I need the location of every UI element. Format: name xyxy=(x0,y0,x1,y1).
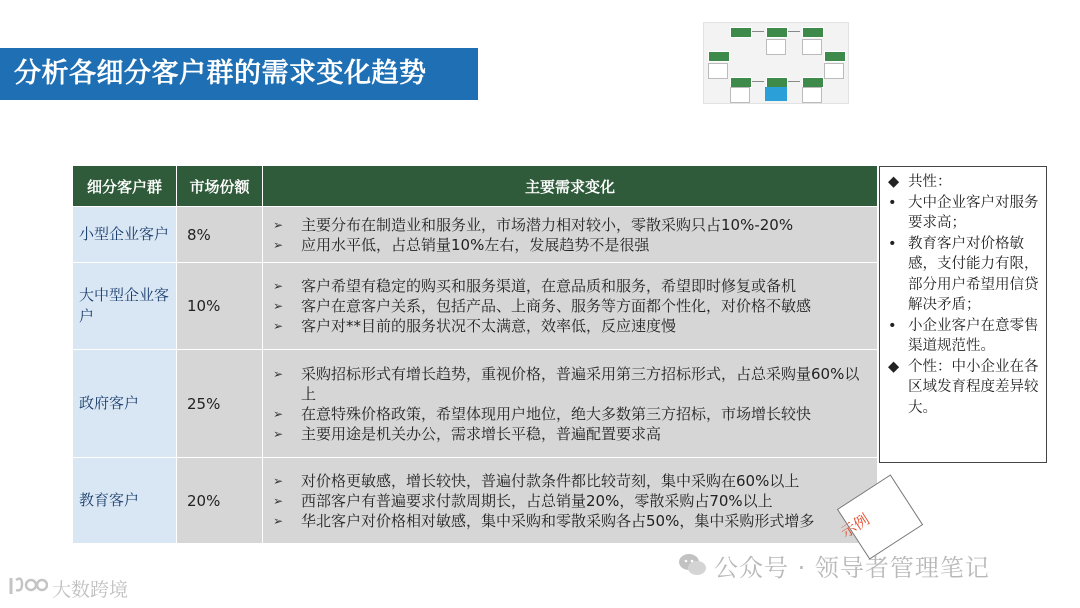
watermark-account-text: 公众号 · 领导者管理笔记 xyxy=(714,553,990,582)
summary-line xyxy=(888,316,1040,357)
segment-cell: 大中型企业客户 xyxy=(73,263,177,350)
table-row xyxy=(73,263,878,350)
arrowhead-bullet-icon: ➢ xyxy=(273,299,284,313)
need-text: 主要分布在制造业和服务业，市场潜力相对较小，零散采购只占10%-20% xyxy=(301,215,794,234)
header-segment: 细分客户群 xyxy=(73,166,177,207)
needs-cell xyxy=(263,207,878,263)
thumb-card xyxy=(766,39,786,55)
arrowhead-bullet-icon: ➢ xyxy=(273,513,284,528)
table-header-row xyxy=(73,166,878,207)
thumb-card xyxy=(708,63,728,79)
segment-cell: 小型企业客户 xyxy=(73,207,177,263)
segment-cell: 教育客户 xyxy=(73,458,177,544)
arrowhead-bullet-icon: ➢ xyxy=(273,493,284,508)
thumb-connector xyxy=(788,81,800,82)
dot-bullet-icon: • xyxy=(888,194,897,211)
thumb-connector xyxy=(752,81,764,82)
need-item xyxy=(271,296,873,316)
thumb-connector xyxy=(752,31,764,32)
summary-line xyxy=(888,234,1040,316)
needs-cell xyxy=(263,458,878,544)
need-text: 采购招标形式有增长趋势，重视价格，普遍采用第三方招标形式，占总采购量60%以上 xyxy=(301,364,860,403)
need-item xyxy=(271,364,873,404)
need-item xyxy=(271,424,873,444)
thumb-node xyxy=(730,27,752,38)
need-text: 主要用途是机关办公，需求增长平稳，普遍配置要求高 xyxy=(301,424,662,443)
need-text: 西部客户有普遍要求付款周期长，占总销量20%，零散采购占70%以上 xyxy=(301,491,773,510)
share-cell: 20% xyxy=(177,458,263,544)
wechat-icon xyxy=(678,552,708,578)
process-thumbnail xyxy=(703,22,849,104)
arrowhead-bullet-icon: ➢ xyxy=(273,426,284,441)
need-text: 客户在意客户关系，包括产品、上商务、服务等方面都个性化，对价格不敏感 xyxy=(301,297,812,315)
need-text: 客户对**目前的服务状况不太满意，效率低，反应速度慢 xyxy=(301,317,677,335)
thumb-card xyxy=(802,87,822,103)
arrowhead-bullet-icon: ➢ xyxy=(273,237,284,252)
thumb-node xyxy=(708,51,730,62)
needs-cell xyxy=(263,350,878,458)
thumb-node xyxy=(766,27,788,38)
need-item xyxy=(271,316,873,336)
watermark-account xyxy=(678,549,990,581)
need-item xyxy=(271,471,873,491)
need-item xyxy=(271,491,873,511)
need-item xyxy=(271,215,873,235)
arrowhead-bullet-icon: ➢ xyxy=(273,279,284,293)
header-needs: 主要需求变化 xyxy=(263,166,878,207)
arrowhead-bullet-icon: ➢ xyxy=(273,217,284,232)
share-cell: 10% xyxy=(177,263,263,350)
watermark-brand xyxy=(8,572,128,604)
share-cell: 25% xyxy=(177,350,263,458)
segment-cell: 政府客户 xyxy=(73,350,177,458)
need-text: 华北客户对价格相对敏感，集中采购和零散采购各占50%，集中采购形式增多 xyxy=(301,511,815,530)
diamond-bullet-icon: ◆ xyxy=(888,174,900,190)
example-stamp-label: 示例 xyxy=(837,510,873,542)
need-text: 对价格更敏感，增长较快，普遍付款条件都比较苛刻，集中采购在60%以上 xyxy=(301,471,800,490)
need-item xyxy=(271,511,873,531)
need-text: 客户希望有稳定的购买和服务渠道，在意品质和服务，希望即时修复或备机 xyxy=(301,277,797,295)
summary-line xyxy=(888,193,1040,234)
need-text: 在意特殊价格政策，希望体现用户地位，绝大多数第三方招标，市场增长较快 xyxy=(301,404,812,423)
dot-bullet-icon: • xyxy=(888,235,897,252)
arrowhead-bullet-icon: ➢ xyxy=(273,406,284,421)
arrowhead-bullet-icon: ➢ xyxy=(273,319,284,333)
thumb-node xyxy=(802,27,824,38)
page-title: 分析各细分客户群的需求变化趋势 xyxy=(14,58,427,89)
brand-logo-icon xyxy=(8,574,48,603)
segment-table xyxy=(72,165,878,544)
summary-line xyxy=(888,357,1040,419)
arrowhead-bullet-icon: ➢ xyxy=(273,366,284,381)
summary-text: 教育客户对价格敏感，支付能力有限，部分用户希望用信贷解决矛盾； xyxy=(908,235,1039,313)
need-text: 应用水平低，占总销量10%左右，发展趋势不是很强 xyxy=(301,235,650,254)
thumb-card xyxy=(824,63,844,79)
summary-box xyxy=(879,166,1047,463)
table-row xyxy=(73,458,878,544)
summary-text: 个性：中小企业在各区域发育程度差异较大。 xyxy=(908,358,1039,416)
thumb-highlight xyxy=(765,87,787,101)
arrowhead-bullet-icon: ➢ xyxy=(273,473,284,488)
thumb-node xyxy=(824,51,846,62)
needs-cell xyxy=(263,263,878,350)
thumb-card xyxy=(802,39,822,55)
summary-text: 大中企业客户对服务要求高； xyxy=(908,194,1039,231)
table-row xyxy=(73,207,878,263)
title-bar xyxy=(0,48,478,100)
need-item xyxy=(271,235,873,255)
watermark-brand-text: 大数跨境 xyxy=(52,578,129,601)
summary-line xyxy=(888,172,1040,193)
need-item xyxy=(271,276,873,296)
share-cell: 8% xyxy=(177,207,263,263)
table-row xyxy=(73,350,878,458)
summary-text: 共性： xyxy=(908,174,952,190)
thumb-connector xyxy=(788,31,800,32)
header-share: 市场份额 xyxy=(177,166,263,207)
need-item xyxy=(271,404,873,424)
diamond-bullet-icon: ◆ xyxy=(888,358,900,375)
dot-bullet-icon: • xyxy=(888,317,897,334)
summary-text: 小企业客户在意零售渠道规范性。 xyxy=(908,317,1039,354)
thumb-card xyxy=(730,87,750,103)
